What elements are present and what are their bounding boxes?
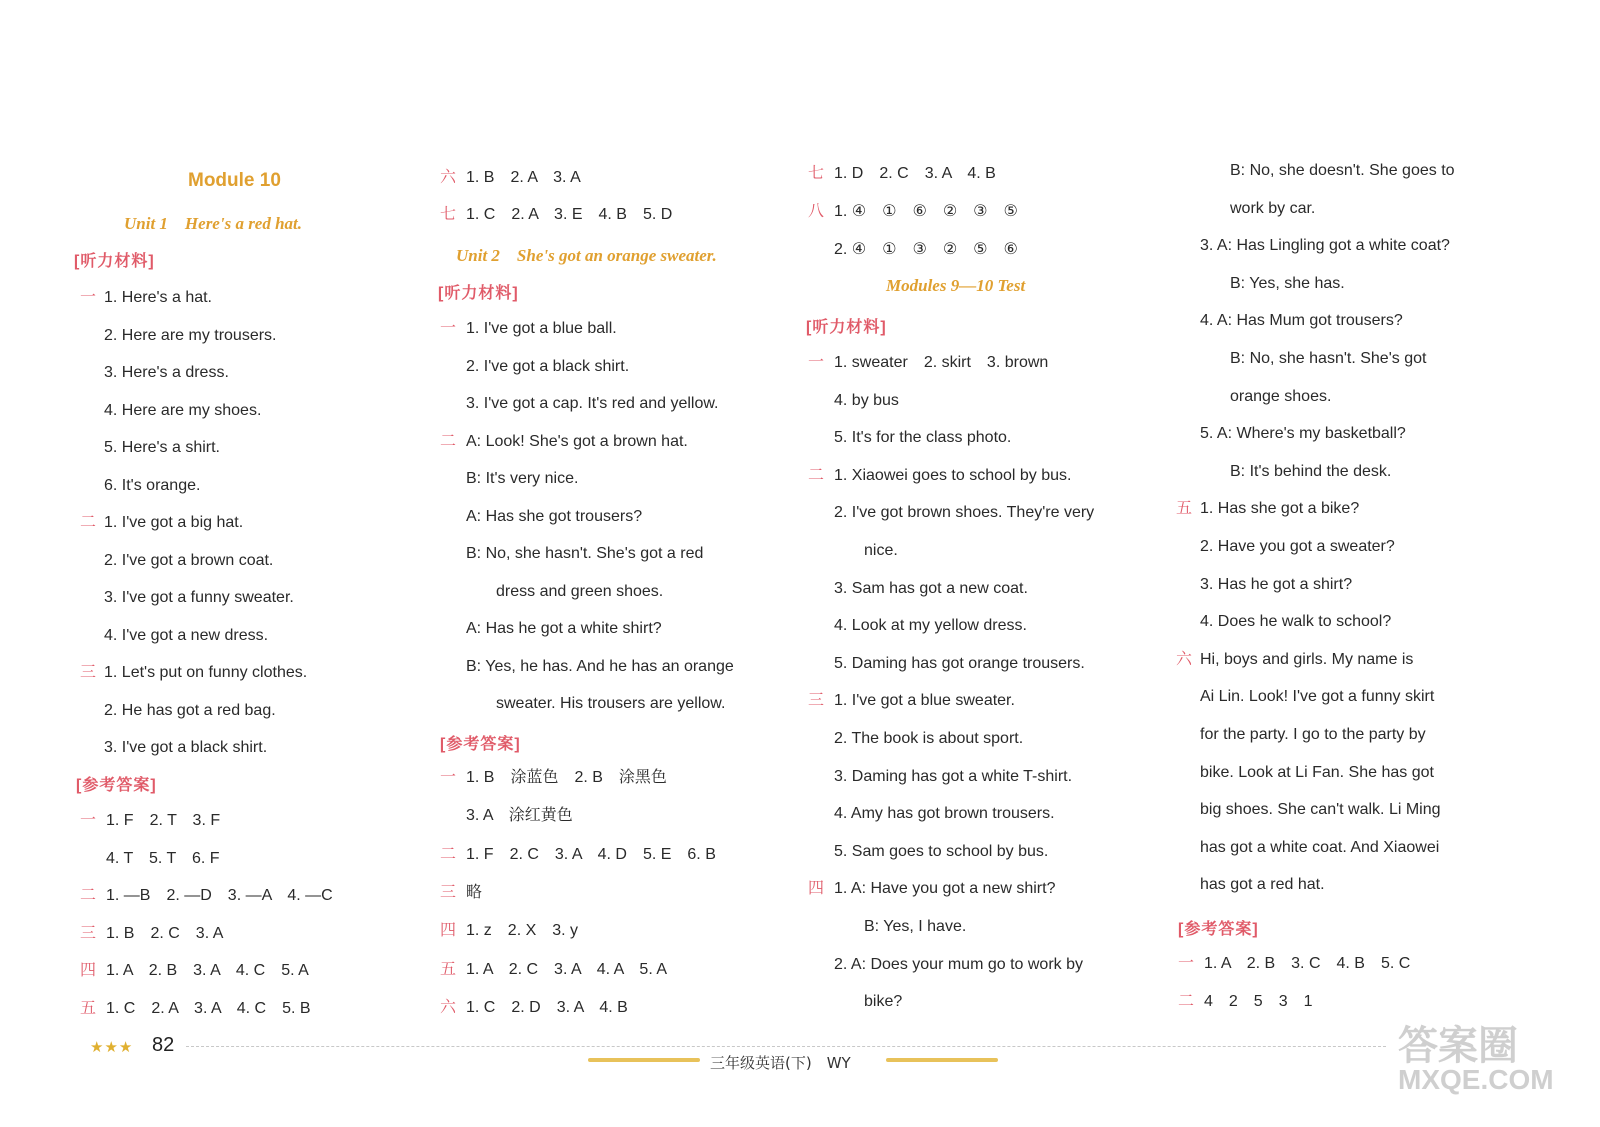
- answer-key-label: [参考答案]: [76, 777, 157, 794]
- section-marker: 三: [80, 924, 97, 942]
- answer-key-label: [参考答案]: [440, 736, 521, 753]
- text-line: sweater. His trousers are yellow.: [496, 695, 726, 712]
- text-line: B: It's behind the desk.: [1230, 462, 1392, 480]
- text-line: 3. Daming has got a white T-shirt.: [834, 767, 1073, 785]
- text-line: 2. The book is about sport.: [834, 730, 1024, 747]
- text-line: 1. sweater 2. skirt 3. brown: [834, 354, 1049, 371]
- text-line: 3. Here's a dress.: [104, 364, 229, 381]
- text-line: 2. I've got brown shoes. They're very: [834, 504, 1095, 522]
- footer-gold-bar-left: [588, 1058, 700, 1062]
- text-line: 2. ④ ① ③ ② ⑤ ⑥: [834, 241, 1018, 258]
- text-line: 1. z 2. X 3. y: [466, 922, 579, 940]
- text-line: B: No, she doesn't. She goes to: [1230, 162, 1455, 179]
- text-line: 3. I've got a black shirt.: [104, 739, 268, 756]
- text-line: 5. It's for the class photo.: [834, 429, 1012, 447]
- text-line: 1. Here's a hat.: [104, 289, 212, 306]
- text-line: 4. Look at my yellow dress.: [834, 617, 1027, 635]
- text-line: 1. B 2. A 3. A: [466, 169, 581, 186]
- book-title: 三年级英语(下) WY: [710, 1054, 851, 1072]
- section-marker: 六: [1176, 650, 1193, 668]
- text-line: B: Yes, he has. And he has an orange: [466, 657, 734, 675]
- text-line: 2. I've got a black shirt.: [466, 357, 630, 375]
- text-line: Ai Lin. Look! I've got a funny skirt: [1200, 688, 1435, 706]
- text-line: 略: [466, 883, 483, 901]
- text-line: 4. I've got a new dress.: [104, 626, 269, 644]
- text-line: 1. B 2. C 3. A: [106, 924, 224, 942]
- text-line: 1. —B 2. —D 3. —A 4. —C: [106, 887, 333, 904]
- section-marker: 七: [440, 206, 457, 223]
- text-line: 4. A: Has Mum got trousers?: [1200, 312, 1403, 330]
- section-marker: 七: [808, 165, 825, 182]
- text-line: has got a red hat.: [1200, 876, 1325, 894]
- text-line: 3. Sam has got a new coat.: [834, 579, 1028, 597]
- text-line: 1. I've got a blue ball.: [466, 320, 617, 337]
- text-line: 1. A 2. C 3. A 4. A 5. A: [466, 960, 668, 978]
- text-line: Hi, boys and girls. My name is: [1200, 650, 1414, 668]
- watermark-logo: 答案圈: [1398, 1023, 1518, 1069]
- text-line: A: Look! She's got a brown hat.: [466, 432, 688, 450]
- section-marker: 一: [440, 769, 457, 786]
- text-line: 2. He has got a red bag.: [104, 701, 276, 719]
- text-line: B: No, she hasn't. She's got a red: [466, 545, 704, 562]
- text-line: 4. Does he walk to school?: [1200, 613, 1392, 631]
- section-marker: 六: [440, 998, 457, 1016]
- text-line: 1. Has she got a bike?: [1200, 500, 1360, 518]
- text-line: 6. It's orange.: [104, 476, 201, 494]
- text-line: 5. Daming has got orange trousers.: [834, 654, 1085, 672]
- text-line: 1. C 2. D 3. A 4. B: [466, 998, 628, 1016]
- section-marker: 二: [1178, 993, 1195, 1010]
- text-line: 3. Has he got a shirt?: [1200, 575, 1353, 593]
- text-line: 2. Have you got a sweater?: [1200, 538, 1395, 555]
- text-line: 2. A: Does your mum go to work by: [834, 955, 1083, 973]
- text-line: 4. by bus: [834, 391, 899, 409]
- text-line: bike. Look at Li Fan. She has got: [1200, 763, 1434, 781]
- section-marker: 四: [440, 922, 457, 940]
- text-line: 1. I've got a blue sweater.: [834, 692, 1015, 710]
- section-marker: 四: [80, 962, 97, 979]
- section-marker: 四: [808, 880, 825, 898]
- text-line: 4. Amy has got brown trousers.: [834, 805, 1055, 823]
- section-marker: 三: [808, 692, 825, 710]
- text-line: 1. B 涂蓝色 2. B 涂黑色: [466, 769, 667, 786]
- section-marker: 二: [80, 887, 97, 904]
- text-line: B: Yes, she has.: [1230, 274, 1345, 292]
- text-line: nice.: [864, 542, 898, 559]
- section-marker: 一: [440, 320, 457, 337]
- text-line: work by car.: [1230, 199, 1316, 217]
- text-line: 1. A 2. B 3. C 4. B 5. C: [1204, 955, 1411, 972]
- listening-material-label: [听力材料]: [74, 253, 155, 270]
- section-marker: 六: [440, 169, 457, 186]
- section-marker: 五: [440, 960, 457, 978]
- footer-gold-bar-right: [886, 1058, 998, 1062]
- text-line: 2. Here are my trousers.: [104, 326, 277, 344]
- text-line: 5. A: Where's my basketball?: [1200, 425, 1406, 443]
- page-number: 82: [152, 1034, 175, 1056]
- text-line: 1. F 2. C 3. A 4. D 5. E 6. B: [466, 845, 716, 863]
- section-marker: 一: [1178, 955, 1195, 972]
- text-line: 1. F 2. T 3. F: [106, 812, 221, 829]
- text-line: has got a white coat. And Xiaowei: [1200, 838, 1440, 856]
- difficulty-stars: ★★★: [90, 1039, 134, 1056]
- text-line: B: No, she hasn't. She's got: [1230, 350, 1427, 367]
- text-line: big shoes. She can't walk. Li Ming: [1200, 801, 1441, 819]
- test-title: Modules 9—10 Test: [886, 276, 1026, 295]
- text-line: for the party. I go to the party by: [1200, 726, 1426, 743]
- text-line: B: Yes, I have.: [864, 918, 967, 935]
- text-line: 1. Let's put on funny clothes.: [104, 664, 308, 681]
- watermark-url: MXQE.COM: [1398, 1064, 1554, 1095]
- text-line: 4 2 5 3 1: [1204, 993, 1313, 1010]
- section-marker: 一: [808, 354, 825, 371]
- listening-material-label: [听力材料]: [438, 285, 519, 302]
- section-marker: 五: [1176, 500, 1193, 518]
- text-line: B: It's very nice.: [466, 470, 579, 487]
- section-marker: 三: [80, 664, 97, 681]
- text-line: 1. I've got a big hat.: [104, 514, 244, 531]
- text-line: 1. Xiaowei goes to school by bus.: [834, 466, 1072, 484]
- section-marker: 二: [440, 432, 457, 450]
- text-line: A: Has he got a white shirt?: [466, 620, 662, 637]
- text-line: 1. C 2. A 3. E 4. B 5. D: [466, 206, 673, 223]
- text-line: 3. I've got a cap. It's red and yellow.: [466, 395, 719, 412]
- section-marker: 五: [80, 999, 97, 1017]
- text-line: 4. Here are my shoes.: [104, 401, 262, 419]
- text-line: 5. Sam goes to school by bus.: [834, 842, 1049, 860]
- text-line: 3. A: Has Lingling got a white coat?: [1200, 237, 1450, 255]
- text-line: orange shoes.: [1230, 387, 1332, 405]
- text-line: 1. C 2. A 3. A 4. C 5. B: [106, 999, 311, 1017]
- section-marker: 二: [440, 845, 457, 863]
- section-marker: 一: [80, 289, 97, 306]
- listening-material-label: [听力材料]: [806, 319, 887, 336]
- text-line: 4. T 5. T 6. F: [106, 849, 220, 867]
- unit-2-title: Unit 2 She's got an orange sweater.: [456, 246, 717, 265]
- section-marker: 二: [808, 466, 825, 484]
- text-line: 5. Here's a shirt.: [104, 439, 220, 456]
- footer-divider: [186, 1046, 1386, 1047]
- text-line: 1. A: Have you got a new shirt?: [834, 880, 1056, 898]
- section-marker: 三: [440, 883, 457, 901]
- text-line: 2. I've got a brown coat.: [104, 551, 274, 569]
- text-line: A: Has she got trousers?: [466, 507, 643, 525]
- unit-1-title: Unit 1 Here's a red hat.: [124, 214, 303, 233]
- text-line: 1. ④ ① ⑥ ② ③ ⑤: [834, 203, 1018, 220]
- text-line: 1. A 2. B 3. A 4. C 5. A: [106, 962, 309, 979]
- section-marker: 八: [808, 203, 825, 220]
- section-marker: 一: [80, 812, 97, 829]
- answer-key-label: [参考答案]: [1178, 921, 1259, 938]
- text-line: 1. D 2. C 3. A 4. B: [834, 165, 996, 182]
- text-line: bike?: [864, 993, 903, 1011]
- text-line: 3. A 涂红黄色: [466, 807, 573, 825]
- text-line: dress and green shoes.: [496, 582, 664, 600]
- section-marker: 二: [80, 514, 97, 531]
- text-line: 3. I've got a funny sweater.: [104, 589, 294, 606]
- module-title: Module 10: [188, 170, 281, 191]
